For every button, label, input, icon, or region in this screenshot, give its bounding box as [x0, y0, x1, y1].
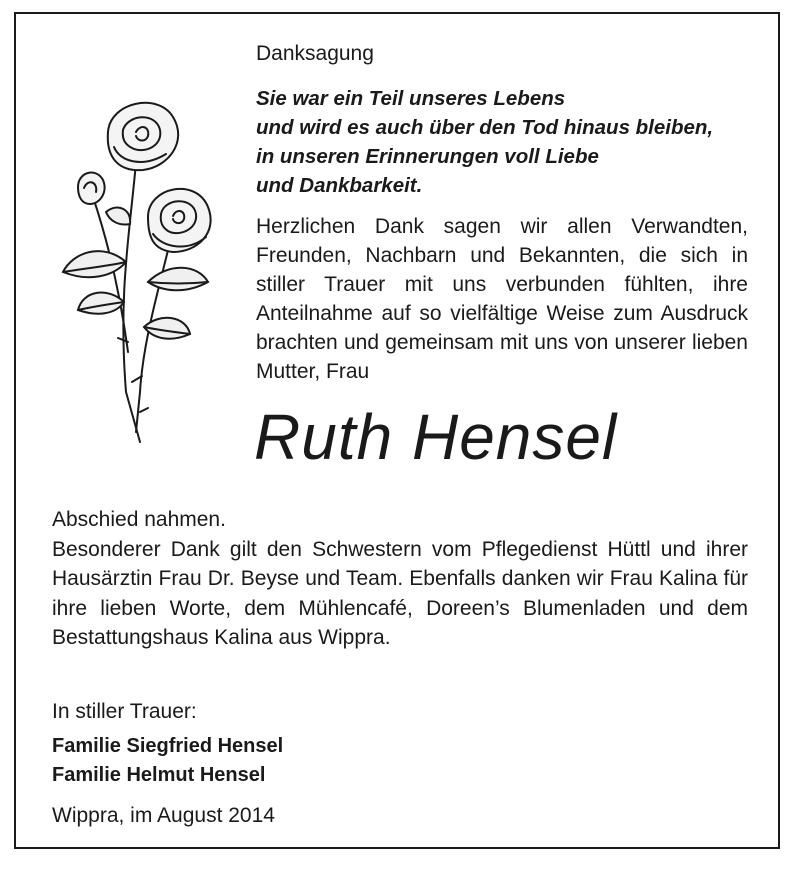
motto-line: Sie war ein Teil unseres Lebens: [256, 87, 566, 110]
farewell-line: Abschied nahmen.: [52, 508, 226, 531]
deceased-name: Ruth Hensel: [254, 401, 618, 473]
family-name: Familie Helmut Hensel: [52, 764, 266, 786]
motto-line: und Dankbarkeit.: [256, 174, 423, 197]
notice-heading: Danksagung: [256, 42, 374, 65]
place-date: Wippra, im August 2014: [52, 804, 275, 827]
family-signatures: [52, 732, 283, 790]
rose-illustration: [48, 92, 228, 444]
family-name: Familie Siegfried Hensel: [52, 735, 284, 757]
mourning-label: In stiller Trauer:: [52, 700, 197, 723]
special-thanks-text: Besonderer Dank gilt den Schwestern vom Pflegedienst Hüttl und ihrer Hausärztin Frau Dr. Beyse und Team. Ebenfalls danken wir Frau Kalina für ihre lieben Worte, dem Mühlencafé, Doreen’s Blumenladen und dem Bestattungshaus Kalina aus Wippra.: [52, 537, 748, 649]
thanks-paragraph: [52, 505, 748, 653]
motto-line: und wird es auch über den Tod hinaus bleiben,: [256, 116, 714, 139]
motto-verse: [256, 84, 756, 200]
intro-paragraph: Herzlichen Dank sagen wir allen Verwandten, Freunden, Nachbarn und Bekannten, die sich in stiller Trauer mit uns verbunden fühlten, ihre Anteilnahme auf so vielfältige Weise zum Ausdruck brachten und gemeinsam mit uns von unserer lieben Mutter, Frau: [256, 215, 748, 383]
motto-line: in unseren Erinnerungen voll Liebe: [256, 145, 599, 168]
